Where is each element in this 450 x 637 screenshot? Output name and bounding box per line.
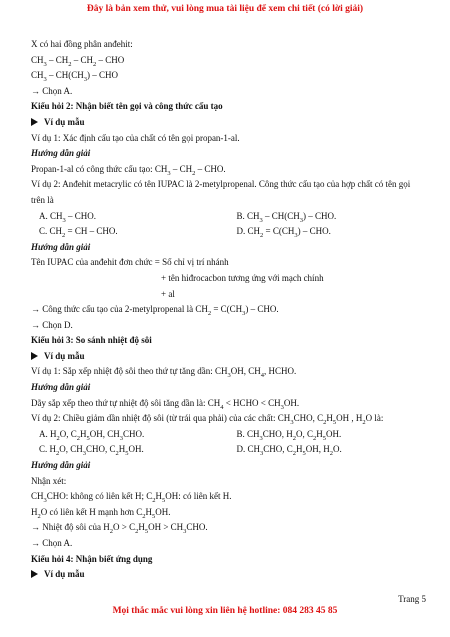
- text-line: Dãy sắp xếp theo thứ tự nhiệt độ sôi tăng dần là: $CH_4$ < HCHO < $CH_3OH$.: [31, 397, 300, 411]
- formula-line: $CH_3 - CH_2 - CH_2$ – CHO: [31, 54, 125, 68]
- example-heading: Ví dụ mẫu: [31, 567, 426, 583]
- section-heading: Kiểu hỏi 3: So sánh nhiệt độ sôi: [31, 335, 152, 346]
- option-a: A. $CH_3$ – CHO.: [39, 210, 97, 224]
- solution-heading: Hướng dẫn giải: [31, 382, 91, 393]
- option-b: B. $CH_3CHO$, $H_2O$, $C_2H_5OH$.: [236, 428, 342, 442]
- answer-line: → Chọn D.: [31, 319, 73, 330]
- text-line: Tên IUPAC của anđehit đơn chức = Số chỉ vị trí nhánh: [31, 257, 229, 268]
- answer-line: → Chọn A.: [31, 85, 73, 96]
- text-line: X có hai đồng phân anđehit:: [31, 39, 133, 49]
- option-d: D. $CH_2 = C(CH_3)$ – CHO.: [236, 226, 331, 239]
- triangle-bullet-icon: [31, 570, 38, 578]
- text-line: Nhận xét:: [31, 475, 67, 486]
- example-heading: Ví dụ mẫu: [31, 115, 426, 131]
- example-heading: Ví dụ mẫu: [31, 349, 426, 365]
- answer-options: [31, 209, 426, 240]
- hotline-footer: Mọi thắc mắc vui lòng xin liên hệ hotline: 084 283 45 85: [112, 606, 338, 616]
- answer-options: [31, 427, 426, 458]
- text-line: trên là: [31, 194, 54, 205]
- triangle-bullet-icon: [31, 118, 38, 126]
- example-question: Ví dụ 1: Xác định cấu tạo của chất có tên gọi propan-1-al.: [31, 132, 240, 143]
- text-line: → Công thức cấu tạo của 2-metylpropenal là $CH_2 = C(CH_3)$ – CHO.: [31, 304, 279, 317]
- option-b: B. $CH_3 - CH(CH_3)$ – CHO.: [236, 210, 337, 224]
- answer-line: → Chọn A.: [31, 538, 73, 548]
- example-question: Ví dụ 1: Sắp xếp nhiệt độ sôi theo thứ tự tăng dần: $CH_3OH$, $CH_4$, HCHO.: [31, 366, 297, 380]
- text-line: $CH_3CHO$: không có liên kết H; $C_2H_5OH$: có liên kết H.: [31, 491, 232, 505]
- document-body: [31, 37, 426, 583]
- triangle-bullet-icon: [31, 352, 38, 360]
- section-heading: Kiểu hỏi 4: Nhận biết ứng dụng: [31, 553, 153, 564]
- text-line: + tên hiđrocacbon tương ứng với mạch chính: [161, 272, 324, 283]
- section-heading: Kiểu hỏi 2: Nhận biết tên gọi và công thức cấu tạo: [31, 101, 223, 112]
- text-line: $H_2O$ có liên kết H mạnh hơn $C_2H_5OH$.: [31, 506, 171, 520]
- example-question: Ví dụ 2: Anđehit metacrylic có tên IUPAC là 2-metylpropenal. Công thức cấu tạo của hợp chất có tên gọi: [31, 179, 411, 190]
- option-c: C. $CH_2$ = CH – CHO.: [39, 226, 118, 239]
- text-line: Propan-1-al có công thức cấu tạo: $CH_3 - CH_2$ – CHO.: [31, 163, 226, 177]
- option-d: D. $CH_3CHO$, $C_2H_5OH$, $H_2O$.: [236, 444, 342, 458]
- page-number: Trang 5: [398, 594, 426, 604]
- solution-heading: Hướng dẫn giải: [31, 241, 91, 252]
- option-a: A. $H_2O$, $C_2H_5OH$, $CH_3CHO$.: [39, 428, 145, 442]
- solution-heading: Hướng dẫn giải: [31, 460, 91, 471]
- example-question: Ví dụ 2: Chiều giảm dần nhiệt độ sôi (từ trái qua phải) của các chất: $CH_3CHO$, $C_2H_5OH$ , $H_2O$ là:: [31, 413, 384, 427]
- solution-heading: Hướng dẫn giải: [31, 148, 91, 159]
- text-line: + al: [161, 288, 175, 299]
- formula-line: $CH_3 - CH(CH_3)$ – CHO: [31, 70, 119, 83]
- preview-notice: Đây là bản xem thử, vui lòng mua tài liệu để xem chi tiết (có lời giải): [86, 4, 364, 14]
- option-c: C. $H_2O$, $CH_3CHO$, $C_2H_5OH$.: [39, 444, 144, 458]
- text-line: → Nhiệt độ sôi của $H_2O > C_2H_5OH > CH_3CHO$.: [31, 522, 208, 536]
